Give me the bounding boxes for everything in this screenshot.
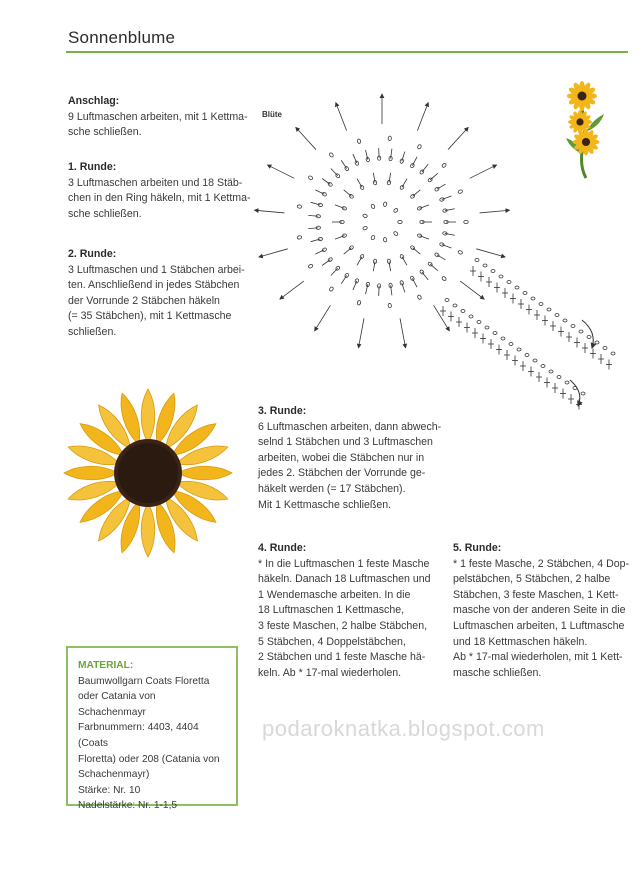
watermark: podaroknatka.blogspot.com [262, 716, 545, 741]
runde2-block [68, 247, 253, 341]
diagram-label: Blüte [262, 110, 282, 119]
runde4-text: * In die Luftmaschen 1 feste Masche häkeln. Danach 18 Luftmaschen und 1 Wendemasche arbeiten. In die 18 Luftmaschen 1 Kettmasche, 3 feste Maschen, 2 halbe Stäbchen, 5 Stäbchen, 4 Doppelstäbchen, 2 Stäbchen und 1 feste Masche hä- keln. Ab * 17-mal wiederholen. [258, 557, 431, 679]
sunflower-stem-illustration [560, 82, 610, 182]
title-divider [66, 51, 628, 53]
runde3-heading: 3. Runde: [258, 405, 307, 417]
runde5-block [453, 541, 633, 681]
material-box [66, 646, 238, 812]
runde5-text: * 1 feste Masche, 2 Stäbchen, 4 Dop- pelstäbchen, 5 Stäbchen, 2 halbe Stäbchen, 3 feste Maschen, 1 Kett- masche von der anderen Seite in die Luftmaschen arbeiten, 1 Luftmasche und 18 Kettmaschen häkeln. Ab * 17-mal wiederholen, mit 1 Kett- masche schließen. [453, 557, 630, 679]
material-text: Baumwollgarn Coats Floretta oder Catania von Schachenmayr Farbnummern: 4403, 4404 (Coats Floretta) oder 208 (Catania von Schachenmayr) Stärke: Nr. 10 Nadelstärke: Nr. 1-1,5 [78, 675, 220, 812]
runde2-text: 3 Luftmaschen und 1 Stäbchen arbei- ten. Anschließend in jedes Stäbchen der Vorrunde 2 Stäbchen häkeln (= 35 Stäbchen), mit 1 Kettmasche schließen. [68, 263, 245, 338]
runde4-block [258, 541, 448, 681]
runde4-heading: 4. Runde: [258, 542, 307, 554]
runde1-heading: 1. Runde: [68, 161, 117, 173]
material-heading: MATERIAL: [78, 660, 134, 671]
anschlag-heading: Anschlag: [68, 95, 120, 107]
runde1-block [68, 160, 253, 222]
page-title: Sonnenblume [68, 28, 176, 47]
runde5-heading: 5. Runde: [453, 542, 502, 554]
anschlag-text: 9 Luftmaschen arbeiten, mit 1 Kettma- sche schließen. [68, 110, 248, 139]
sunflower-photo [60, 385, 240, 565]
anschlag-block [68, 94, 253, 141]
runde2-heading: 2. Runde: [68, 248, 117, 260]
runde1-text: 3 Luftmaschen arbeiten und 18 Stäb- chen in den Ring häkeln, mit 1 Kettma- sche schließen. [68, 176, 251, 220]
runde3-text: 6 Luftmaschen arbeiten, dann abwech- selnd 1 Stäbchen und 3 Luftmaschen arbeiten, wobei die Stäbchen nur in jedes 2. Stäbchen der Vorrunde ge- häkelt werden (= 17 Stäbchen). Mit 1 Kettmasche schließen. [258, 420, 442, 511]
